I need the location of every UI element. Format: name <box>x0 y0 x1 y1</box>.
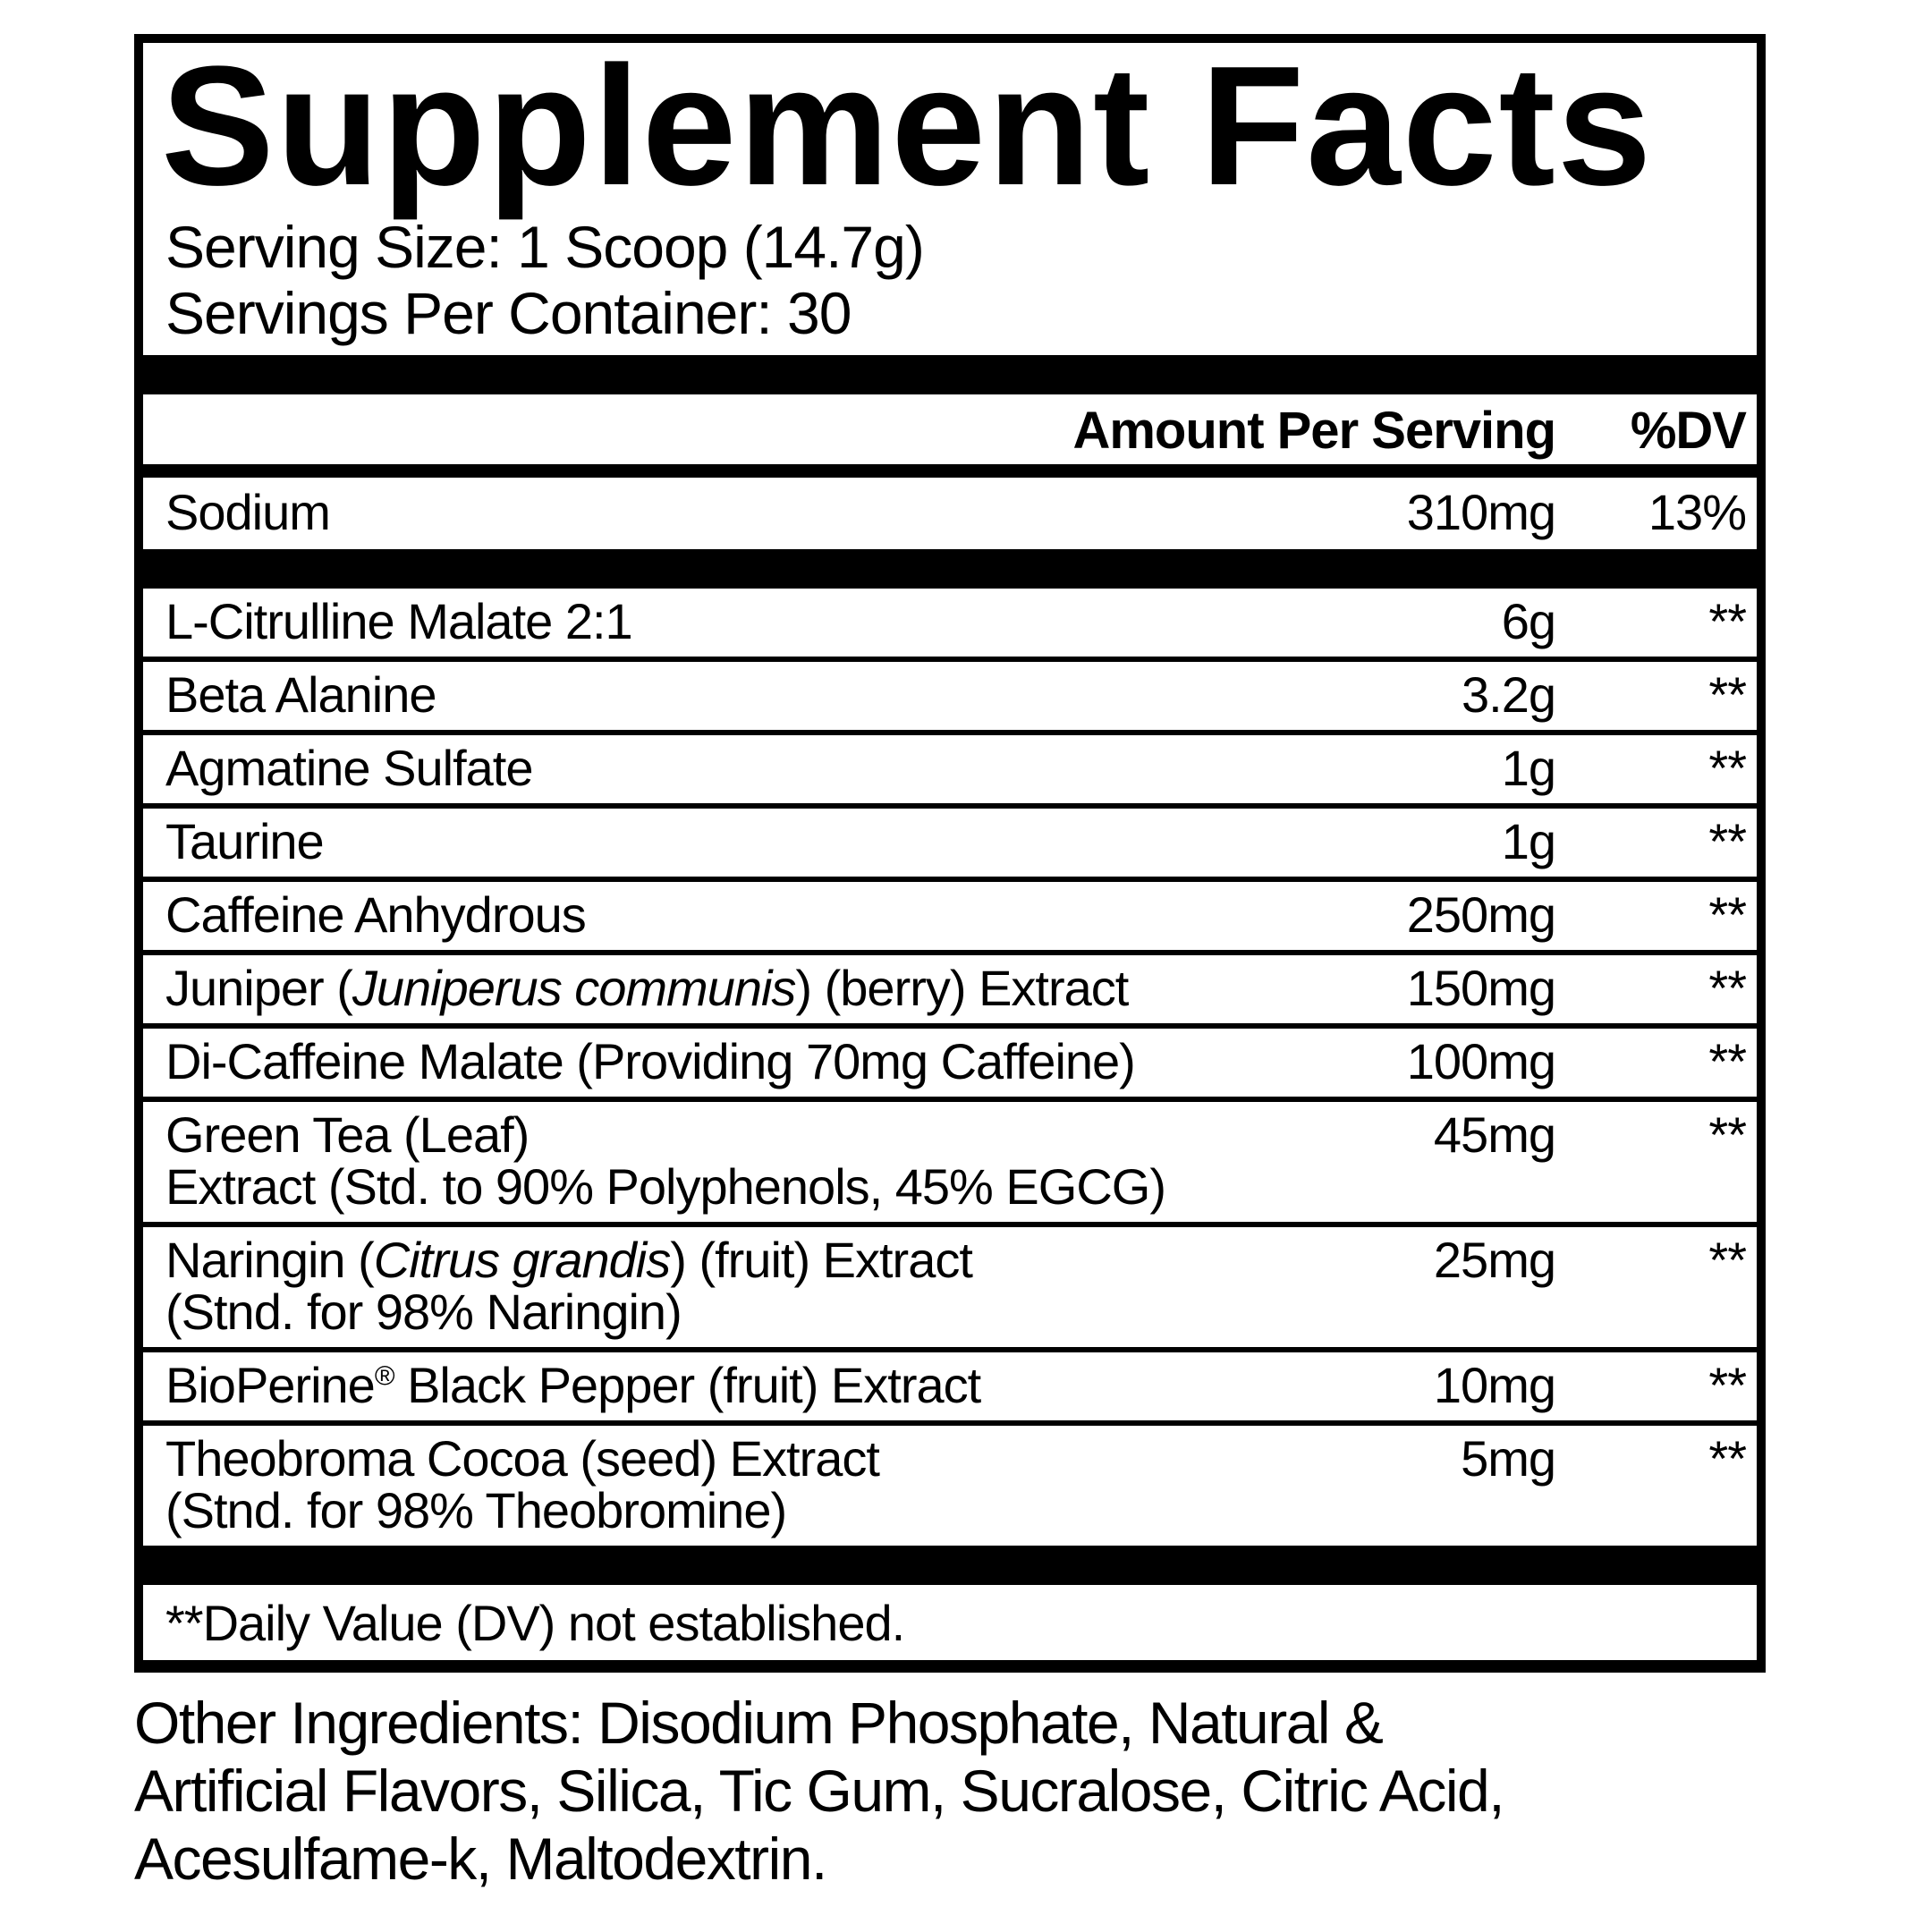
row-dv: ** <box>1708 666 1746 723</box>
row-name: Beta Alanine <box>165 666 436 723</box>
row-amount: 25mg <box>1433 1232 1555 1288</box>
row-amount: 250mg <box>1406 886 1555 943</box>
table-row <box>143 1420 1757 1546</box>
other-ingredients-line: Other Ingredients: Disodium Phosphate, Natural & <box>134 1690 1383 1756</box>
table-row <box>143 1222 1757 1347</box>
separator-bar-bottom <box>143 1546 1757 1585</box>
table-row <box>143 589 1757 657</box>
other-ingredients-line: Artificial Flavors, Silica, Tic Gum, Sucralose, Citric Acid, <box>134 1758 1504 1824</box>
other-ingredients-line: Acesulfame-k, Maltodextrin. <box>134 1826 826 1892</box>
row-dv: ** <box>1708 1106 1746 1163</box>
row-name: Taurine <box>165 813 324 869</box>
dv-footnote: **Daily Value (DV) not established. <box>165 1595 905 1651</box>
servings-per-container: Servings Per Container: 30 <box>165 280 852 346</box>
table-row <box>143 1347 1757 1420</box>
row-name: Naringin (Citrus grandis) (fruit) Extract (Stnd. for 98% Naringin) <box>165 1232 972 1340</box>
row-amount: 6g <box>1501 593 1555 649</box>
table-row <box>143 730 1757 803</box>
row-dv: ** <box>1708 886 1746 943</box>
row-amount: 1g <box>1501 740 1555 796</box>
row-name: Agmatine Sulfate <box>165 740 533 796</box>
serving-size: Serving Size: 1 Scoop (14.7g) <box>165 214 924 280</box>
row-name: Sodium <box>165 484 330 540</box>
table-row <box>143 950 1757 1023</box>
table-row <box>143 1097 1757 1222</box>
row-amount: 1g <box>1501 813 1555 869</box>
separator-bar-thin <box>143 464 1757 478</box>
row-name: Caffeine Anhydrous <box>165 886 586 943</box>
other-ingredients <box>134 1689 1504 1893</box>
row-amount: 10mg <box>1433 1357 1555 1413</box>
dv-header: %DV <box>1630 402 1746 460</box>
panel-title: Supplement Facts <box>161 31 1654 221</box>
table-row <box>143 803 1757 877</box>
serving-info <box>165 214 1757 346</box>
row-amount: 3.2g <box>1462 666 1555 723</box>
separator-bar-top <box>143 355 1757 394</box>
table-row <box>143 877 1757 950</box>
row-dv: ** <box>1708 740 1746 796</box>
supplement-facts-panel <box>134 31 1766 1673</box>
row-dv: ** <box>1708 1357 1746 1413</box>
table-row <box>143 1023 1757 1097</box>
table-header-row <box>143 394 1757 464</box>
row-dv: ** <box>1708 960 1746 1016</box>
row-amount: 310mg <box>1406 484 1555 540</box>
row-name: L-Citrulline Malate 2:1 <box>165 593 632 649</box>
row-dv: ** <box>1708 1430 1746 1487</box>
row-dv: 13% <box>1648 484 1746 540</box>
row-amount: 45mg <box>1433 1106 1555 1163</box>
row-amount: 100mg <box>1406 1033 1555 1089</box>
row-amount: 5mg <box>1461 1430 1555 1487</box>
row-name: Green Tea (Leaf) Extract (Std. to 90% Polyphenols, 45% EGCG) <box>165 1106 1165 1215</box>
separator-bar-mid <box>143 549 1757 589</box>
row-name: Juniper (Juniperus communis) (berry) Extract <box>165 960 1129 1016</box>
row-name: Di-Caffeine Malate (Providing 70mg Caffeine) <box>165 1033 1135 1089</box>
row-name: Theobroma Cocoa (seed) Extract (Stnd. for 98% Theobromine) <box>165 1430 879 1538</box>
row-dv: ** <box>1708 593 1746 649</box>
row-name: BioPerine® Black Pepper (fruit) Extract <box>165 1357 981 1413</box>
row-dv: ** <box>1708 813 1746 869</box>
row-dv: ** <box>1708 1033 1746 1089</box>
row-dv: ** <box>1708 1232 1746 1288</box>
amount-per-serving-header: Amount Per Serving <box>1072 402 1555 460</box>
ingredient-rows <box>143 589 1757 1546</box>
table-row <box>143 657 1757 730</box>
sodium-row <box>143 478 1757 549</box>
row-amount: 150mg <box>1406 960 1555 1016</box>
